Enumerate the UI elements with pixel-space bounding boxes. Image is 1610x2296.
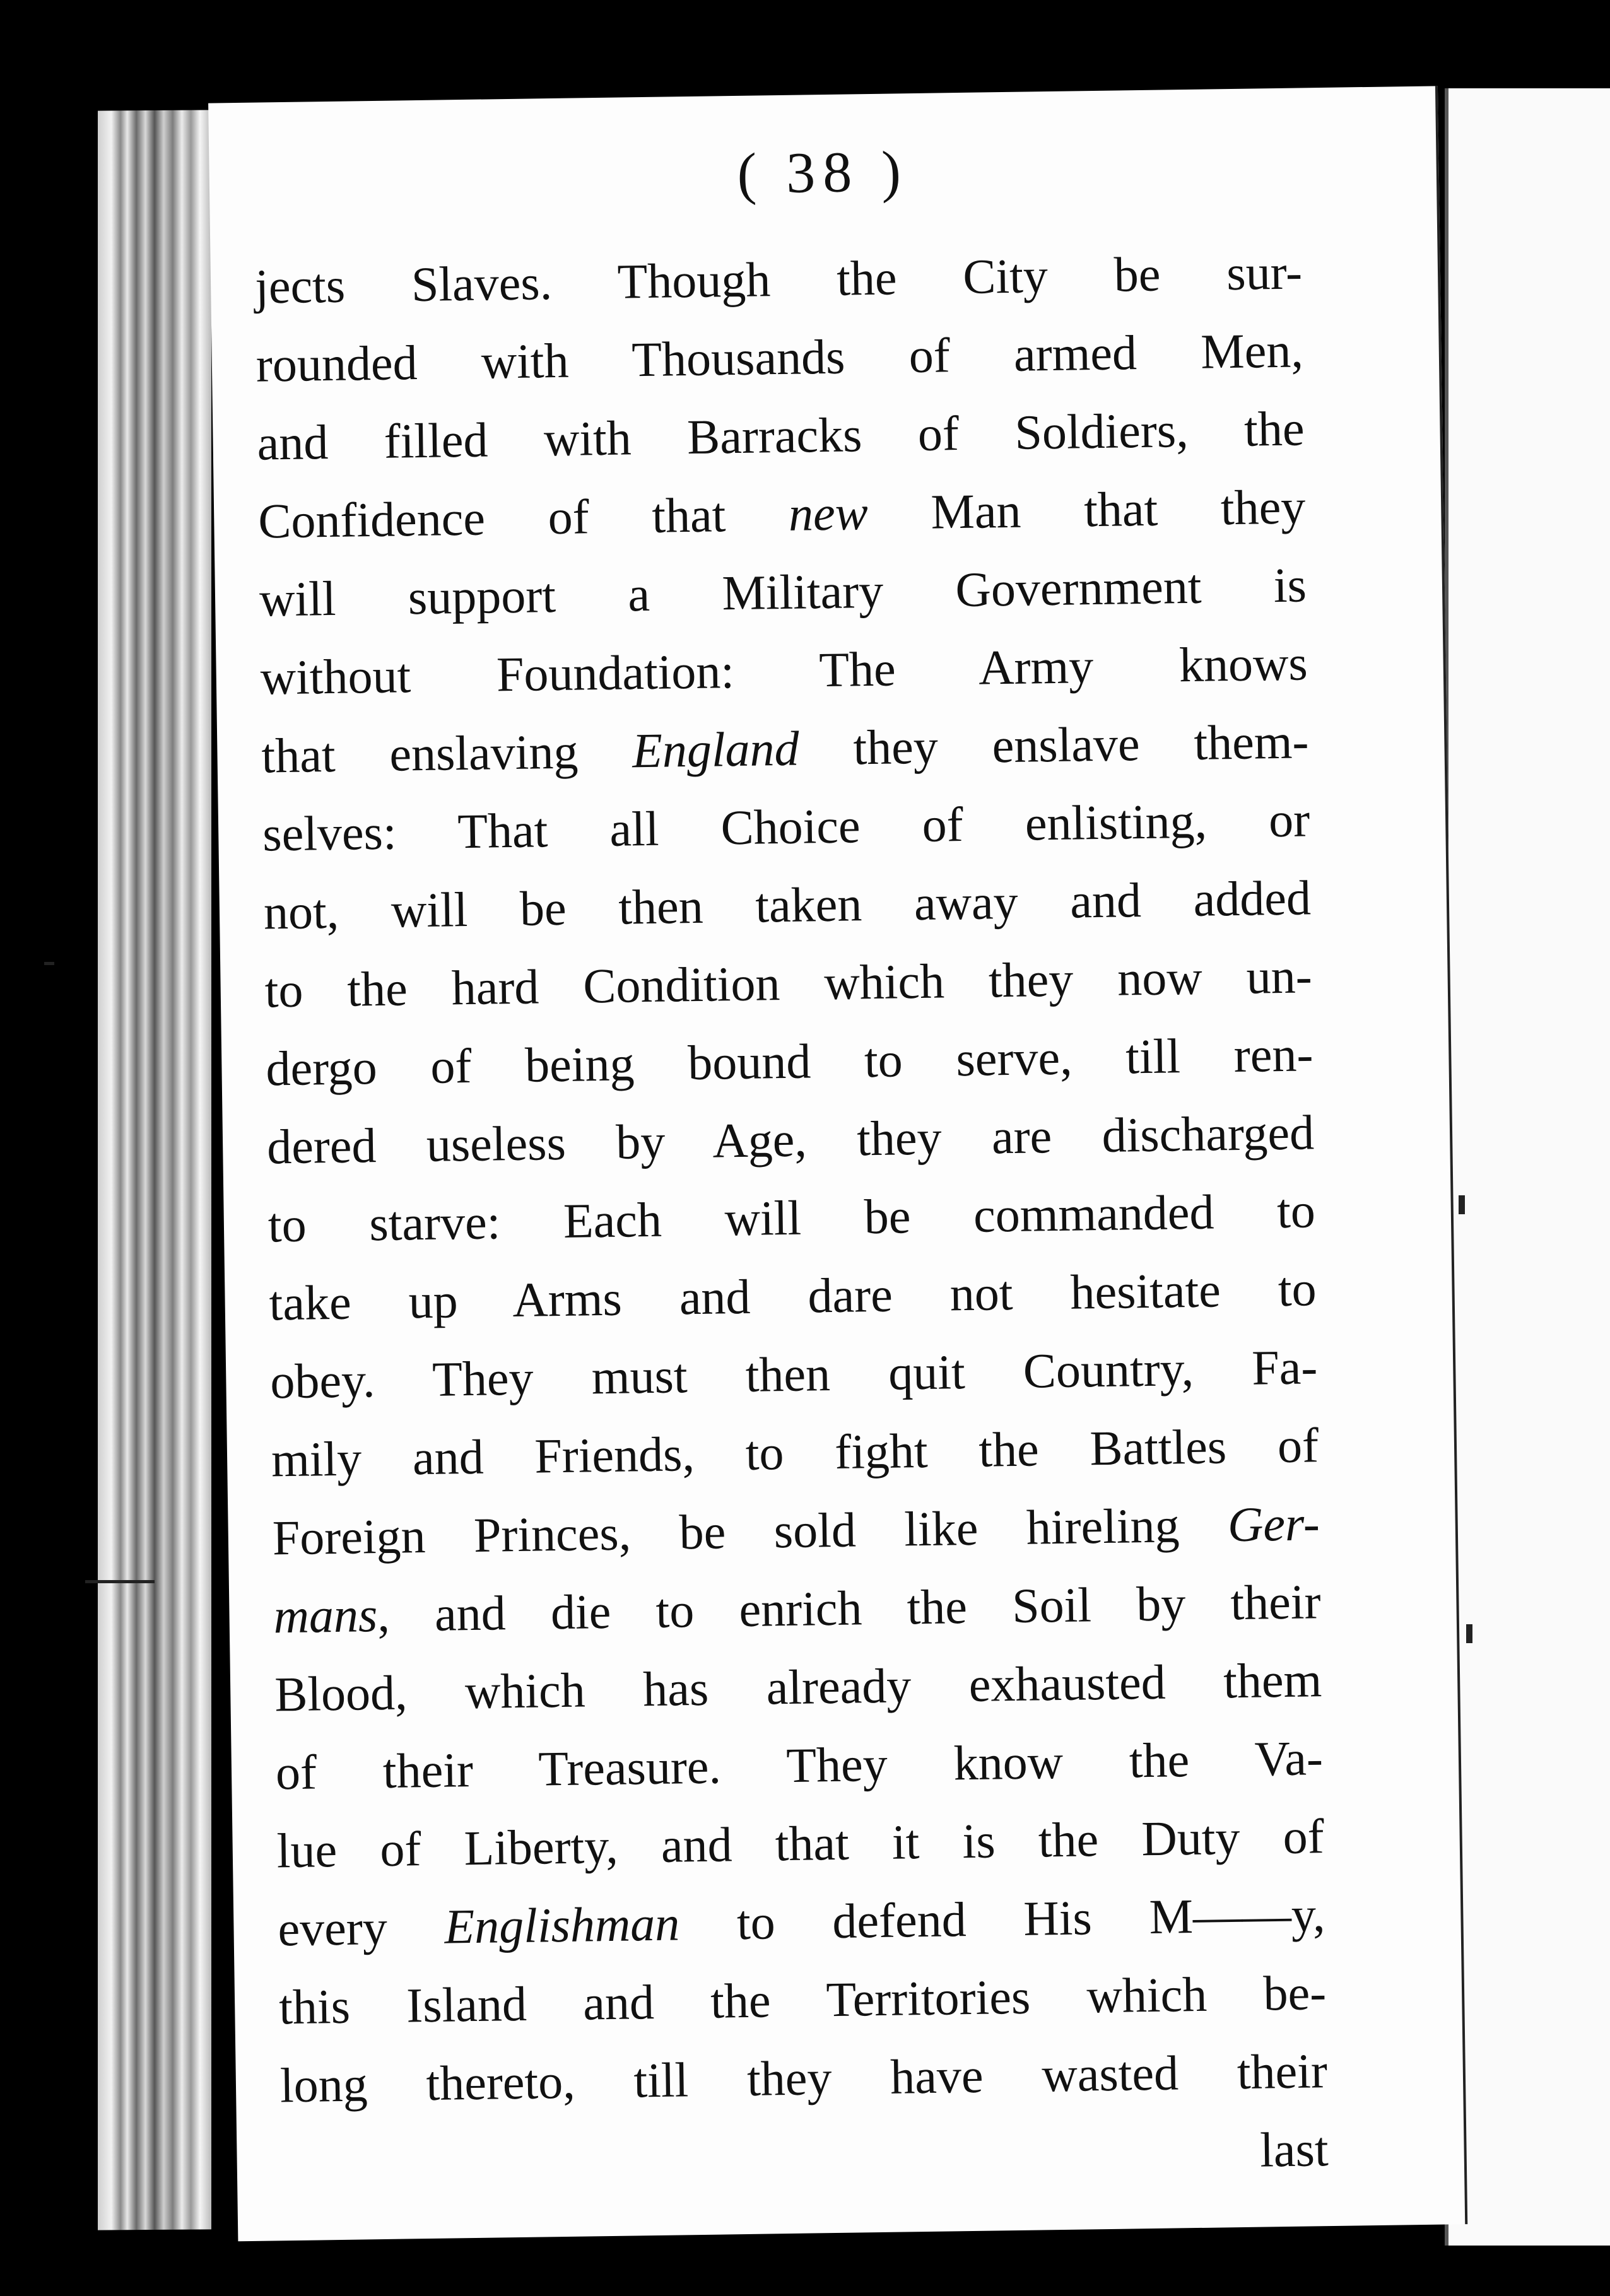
text-run: , and die to enrich the Soil by their [377,1574,1322,1643]
text-run: long thereto, till they have wasted their [279,2043,1328,2113]
text-line [256,311,1304,404]
italic-text: Ger- [1227,1496,1320,1552]
book-page [208,86,1467,2241]
text-line [259,546,1307,638]
italic-text: new [788,485,869,541]
margin-mark [1459,1195,1465,1214]
text-line [278,1953,1327,2046]
catchword: last [1259,2121,1329,2177]
text-run: to starve: Each will be commanded to [267,1183,1316,1253]
text-run: take up Arms and dare not hesitate to [269,1261,1317,1331]
text-run: obey. They must then quit Country, Fa- [269,1339,1318,1409]
text-run: mily and Friends, to fight the Battles of [271,1417,1319,1487]
text-line [260,624,1308,717]
text-line [264,937,1313,1029]
text-line [262,780,1310,873]
text-line [257,467,1306,560]
text-line [263,858,1312,951]
text-run: dered useless by Age, they are discharged [266,1104,1315,1174]
text-run: lue of Liberty, and that it is the Duty of [276,1808,1325,1878]
text-run: not, will be then taken away and added [263,870,1312,940]
text-line [254,233,1303,325]
text-line [266,1093,1315,1186]
text-line [275,1719,1324,1812]
italic-text: mans [273,1587,378,1644]
margin-mark [1466,1624,1472,1643]
page-number: ( 38 ) [736,139,909,206]
text-line [266,1015,1314,1108]
text-run: Blood, which has already exhausted them [274,1652,1322,1722]
margin-mark [85,1580,155,1583]
text-run: to defend His M——y, [679,1887,1325,1951]
facing-page-edge [1445,88,1610,2246]
page-edge-strip [98,110,211,2230]
text-line [278,1875,1326,1968]
text-line [257,389,1305,482]
text-run: Foreign Princes, be sold like hireling [272,1497,1228,1566]
text-line [270,1328,1319,1420]
margin-mark [44,962,54,965]
text-run: Man that they [867,479,1306,541]
text-line [279,2032,1328,2124]
text-line [276,1797,1325,1890]
text-line [267,1171,1316,1264]
text-run: every [277,1899,445,1957]
text-line [274,1641,1322,1733]
text-run: and filled with Barracks of Soldiers, the [257,401,1305,471]
text-line [273,1562,1322,1655]
text-run: that enslaving [261,723,633,783]
text-run: selves: That all Choice of enlisting, or [262,792,1310,862]
italic-text: England [632,720,800,778]
text-run: of their Treasure. They know the Va- [275,1730,1324,1800]
text-run: they enslave them- [798,713,1309,776]
text-run: without Foundation: The Army knows [260,635,1308,705]
text-run: jects Slaves. Though the City be sur- [254,244,1303,314]
text-run: this Island and the Territories which be- [278,1965,1327,2035]
body-text [254,233,1329,2203]
text-run: rounded with Thousands of armed Men, [256,322,1304,392]
text-run: dergo of being bound to serve, till ren- [265,1026,1313,1096]
text-line [269,1250,1317,1342]
text-line [272,1484,1320,1577]
italic-text: Englishman [444,1895,680,1954]
text-line [261,702,1310,795]
text-run: Confidence of that [257,486,789,549]
text-line [271,1406,1319,1499]
text-run: will support a Military Government is [259,557,1307,627]
text-run: to the hard Condition which they now un- [264,948,1313,1018]
